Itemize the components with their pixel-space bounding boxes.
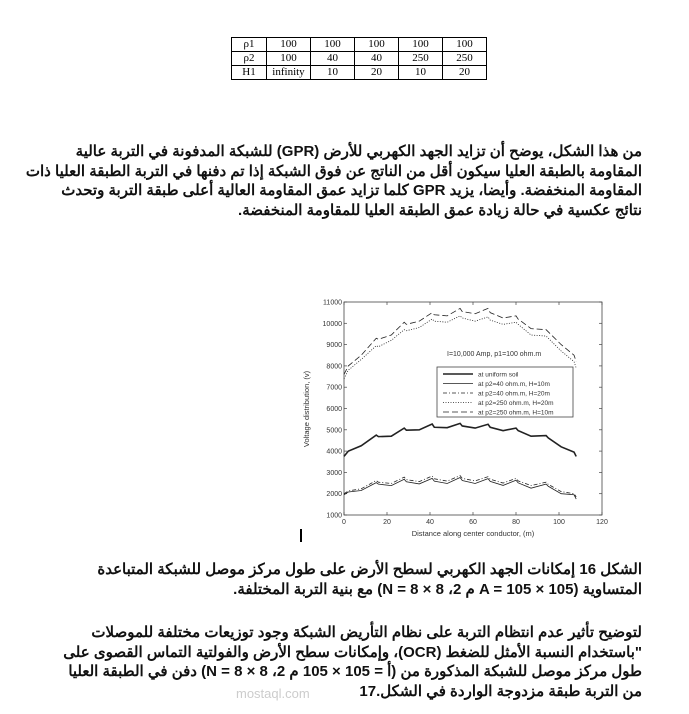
y-tick-label: 6000 xyxy=(326,406,342,413)
table-cell: 100 xyxy=(311,38,355,52)
paragraph-gpr-discussion xyxy=(26,142,642,220)
legend-label: at p2=40 ohm.m, H=10m xyxy=(478,381,550,388)
legend-label: at uniform soil xyxy=(478,371,519,379)
legend-label: at p2=40 ohm.m, H=20m xyxy=(478,390,550,398)
text-line: طول مركز موصل للشبكة المذكورة من (أ = 105 × 105 م 2، N = 8 × 8) دفن في الطبقة العليا xyxy=(68,663,642,680)
x-tick-label: 20 xyxy=(383,519,391,526)
parameters-table xyxy=(231,37,487,80)
watermark: mostaql.com xyxy=(236,686,310,701)
y-tick-label: 9000 xyxy=(326,342,342,350)
table-cell: 100 xyxy=(399,38,443,52)
y-tick-label: 3000 xyxy=(326,469,342,477)
x-tick-label: 120 xyxy=(596,519,608,526)
x-tick-label: 60 xyxy=(469,519,477,526)
y-tick-label: 4000 xyxy=(326,448,342,456)
x-tick-label: 100 xyxy=(553,519,565,526)
voltage-distribution-chart xyxy=(300,297,610,542)
y-tick-label: 5000 xyxy=(326,427,342,435)
y-tick-label: 7000 xyxy=(326,384,342,392)
legend-label: at p2=250 ohm.m, H=10m xyxy=(478,409,554,417)
x-tick-label: 80 xyxy=(512,519,520,526)
table-cell: 40 xyxy=(311,52,355,66)
y-tick-label: 1000 xyxy=(326,512,342,520)
table-cell: 100 xyxy=(443,38,487,52)
y-tick-label: 8000 xyxy=(326,363,342,371)
text-line: من هذا الشكل، يوضح أن تزايد الجهد الكهربي للأرض (GPR) للشبكة المدفونة في التربة عالية xyxy=(75,143,642,160)
text-cursor xyxy=(300,529,302,542)
y-tick-label: 10000 xyxy=(322,320,342,328)
row-header-cell: ρ2 xyxy=(232,52,267,66)
row-header-cell: H1 xyxy=(232,66,267,80)
table-row xyxy=(232,66,487,80)
table-cell: 10 xyxy=(311,66,355,80)
y-tick-label: 2000 xyxy=(326,491,342,499)
table-cell: infinity xyxy=(267,66,311,80)
table-row xyxy=(232,52,487,66)
table-cell: 20 xyxy=(355,66,399,80)
text-line: المتساوية (A = 105 × 105 م 2، N = 8 × 8) مع بنية التربة المختلفة. xyxy=(233,580,642,598)
figure-caption xyxy=(97,560,642,599)
text-line: المقاومة المنخفضة. وأيضا، يزيد GPR كلما تزايد عمق المقاومة العالية أعلى طبقة التربة وتحدث xyxy=(61,182,642,199)
table-cell: 100 xyxy=(355,38,399,52)
table-cell: 250 xyxy=(443,52,487,66)
table-cell: 10 xyxy=(399,66,443,80)
chart-annotation: I=10,000 Amp, p1=100 ohm.m xyxy=(447,351,542,358)
x-axis-label: Distance along center conductor, (m) xyxy=(411,529,535,538)
table-cell: 100 xyxy=(267,52,311,66)
table-row xyxy=(232,38,487,52)
paragraph-soil-nonuniformity xyxy=(63,623,642,701)
table-cell: 250 xyxy=(399,52,443,66)
y-tick-label: 11000 xyxy=(323,299,342,307)
row-header-cell: ρ1 xyxy=(232,38,267,52)
x-tick-label: 0 xyxy=(342,519,346,526)
text-line: المقاومة بالطبقة العليا سيكون أقل من الناتج عن فوق الشبكة إذا تم دفنها في التربة الطبقة العليا ذات xyxy=(25,162,642,180)
y-axis-label: Voltage distribution, (v) xyxy=(302,370,311,448)
legend-label: at p2=250 ohm.m, H=20m xyxy=(478,400,554,407)
table-cell: 20 xyxy=(443,66,487,80)
text-line: "باستخدام النسبة الأمثل للضغط (OCR)، وإمكانات سطح الأرض والفولتية التماس القصوى على xyxy=(63,643,642,661)
text-line: من التربة طبقة مزدوجة الواردة في الشكل.17 xyxy=(359,682,642,700)
x-tick-label: 40 xyxy=(426,519,434,526)
text-line: نتائج عكسية في حالة زيادة عمق الطبقة العليا للمقاومة المنخفضة. xyxy=(238,201,642,219)
table-cell: 100 xyxy=(267,38,311,52)
table-cell: 40 xyxy=(355,52,399,66)
text-line: لتوضيح تأثير عدم انتظام التربة على نظام التأريض الشبكة وجود توزيعات مختلفة للموصلات xyxy=(91,624,642,641)
text-line: الشكل 16 إمكانات الجهد الكهربي لسطح الأرض على طول مركز موصل للشبكة المتباعدة xyxy=(97,561,642,578)
